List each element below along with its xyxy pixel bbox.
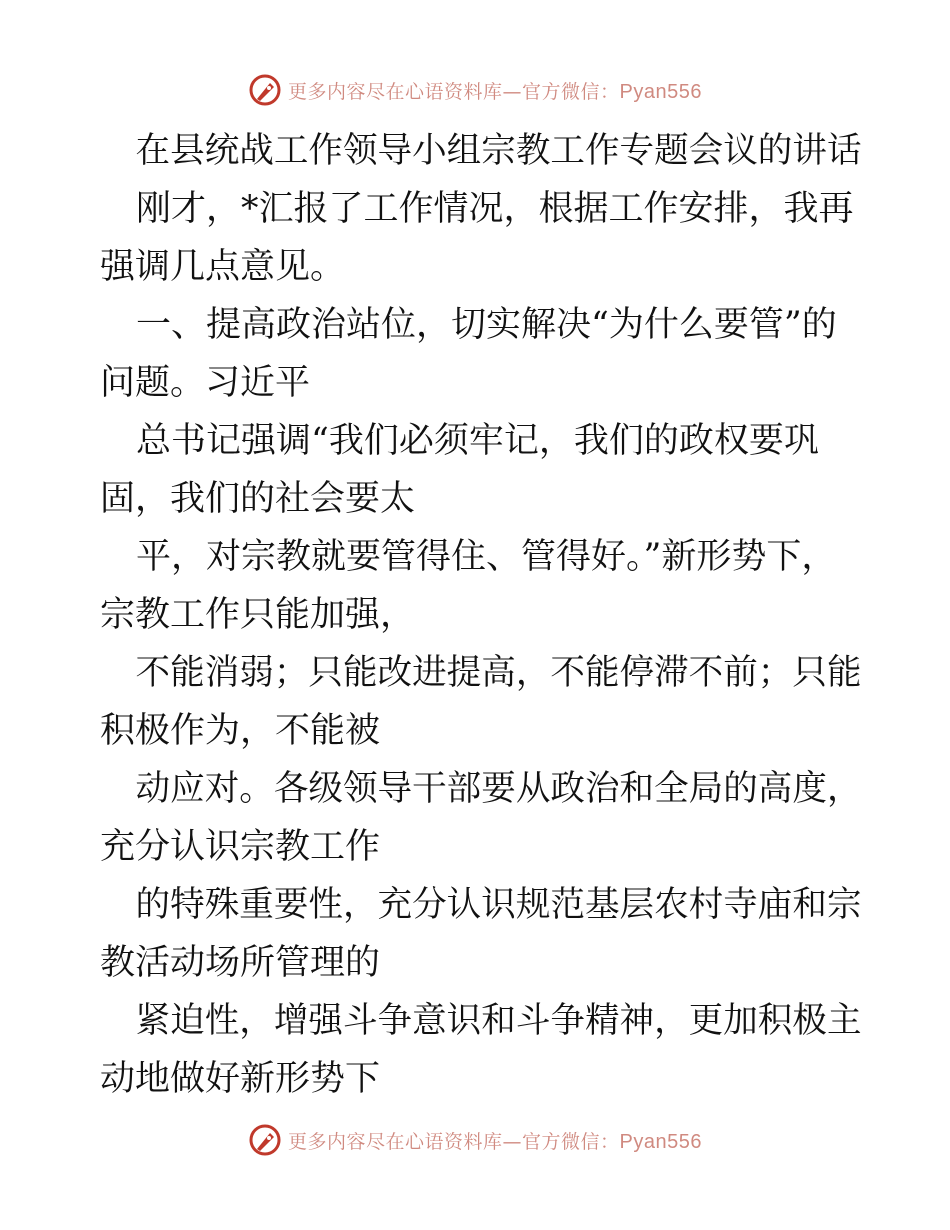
watermark-label: 更多内容尽在心语资料库—官方微信： bbox=[288, 80, 620, 103]
text-line: 积极作为，不能被 bbox=[100, 711, 381, 751]
text-line: 充分认识宗教工作 bbox=[100, 827, 381, 867]
text-line: 总书记强调“我们必须牢记，我们的政权要巩 bbox=[136, 421, 819, 461]
text-line: 强调几点意见。 bbox=[100, 247, 346, 287]
text-line: 的特殊重要性，充分认识规范基层农村寺庙和宗 bbox=[135, 885, 862, 925]
footer-watermark bbox=[0, 1120, 950, 1160]
document-body bbox=[100, 122, 860, 1108]
text-line: 固，我们的社会要太 bbox=[100, 479, 416, 519]
text-line: 平，对宗教就要管得住、管得好。”新形势下， bbox=[136, 537, 837, 577]
text-line: 在县统战工作领导小组宗教工作专题会议的讲话 bbox=[135, 131, 862, 171]
watermark-account: Pyan556 bbox=[619, 80, 702, 103]
text-line: 动地做好新形势下 bbox=[100, 1059, 381, 1099]
watermark-account: Pyan556 bbox=[619, 1130, 702, 1153]
watermark-label: 更多内容尽在心语资料库—官方微信： bbox=[288, 1130, 620, 1153]
pen-nib-circle-icon bbox=[248, 73, 282, 107]
header-watermark bbox=[0, 70, 950, 110]
text-line: 问题。习近平 bbox=[100, 363, 311, 403]
watermark-text bbox=[288, 77, 702, 104]
text-line: 宗教工作只能加强， bbox=[100, 595, 416, 635]
text-line: 动应对。各级领导干部要从政治和全局的高度， bbox=[135, 769, 862, 809]
watermark-text bbox=[288, 1127, 702, 1154]
text-line: 教活动场所管理的 bbox=[100, 943, 381, 983]
text-line: 一、提高政治站位，切实解决“为什么要管”的 bbox=[136, 305, 837, 345]
pen-nib-circle-icon bbox=[248, 1123, 282, 1157]
text-line: 不能消弱；只能改进提高，不能停滞不前；只能 bbox=[135, 653, 862, 693]
text-line: 刚才，*汇报了工作情况，根据工作安排，我再 bbox=[136, 189, 854, 229]
text-line: 紧迫性，增强斗争意识和斗争精神，更加积极主 bbox=[135, 1001, 862, 1041]
